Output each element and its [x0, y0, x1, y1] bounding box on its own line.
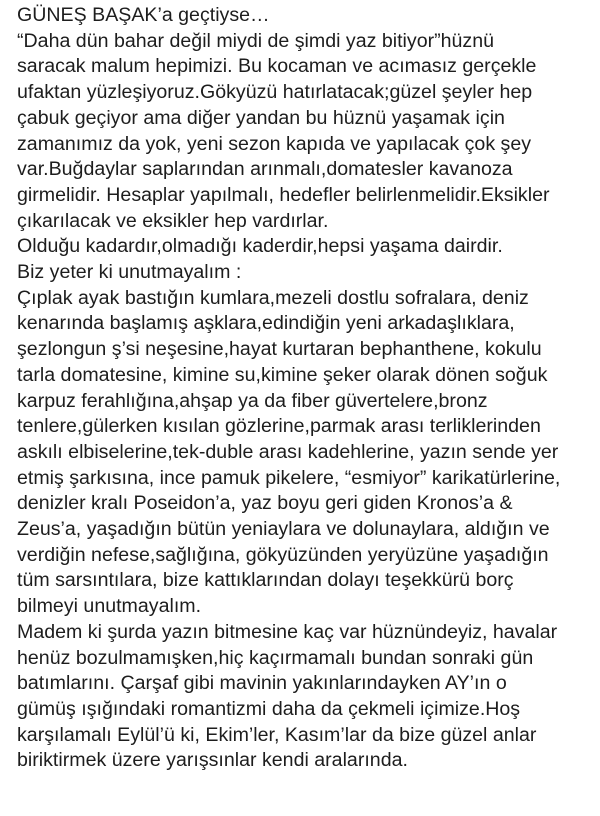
- text-line: girmelidir. Hesaplar yapılmalı, hedefler belirlenmelidir.Eksikler: [17, 183, 550, 206]
- text-line: etmiş şarkısına, ince pamuk pikelere, “esmiyor” karikatürlerine,: [17, 466, 561, 489]
- text-line: “Daha dün bahar değil miydi de şimdi yaz bitiyor”hüznü: [17, 29, 495, 52]
- text-line: zamanımız da yok, yeni sezon kapıda ve yapılacak çok şey: [17, 132, 532, 155]
- text-line: karşılamalı Eylül’ü ki, Ekim’ler, Kasım’lar da bize güzel anlar: [17, 723, 537, 746]
- text-line: kenarında başlamış aşklara,edindiğin yeni arkadaşlıklara,: [17, 312, 515, 335]
- text-line: biriktirmek üzere yarışsınlar kendi aralarında.: [17, 749, 408, 772]
- text-line: Olduğu kadardır,olmadığı kaderdir,hepsi yaşama dairdir.: [17, 235, 503, 258]
- text-line: bilmeyi unutmayalım.: [17, 595, 202, 618]
- text-line: Madem ki şurda yazın bitmesine kaç var hüznündeyiz, havalar: [17, 620, 558, 643]
- text-line: çıkarılacak ve eksikler hep vardırlar.: [17, 209, 329, 232]
- text-line: denizler kralı Poseidon’a, yaz boyu geri giden Kronos’a &: [17, 492, 513, 515]
- text-line: tenlere,gülerken kısılan gözlerine,parmak arası terliklerinden: [17, 415, 541, 438]
- text-line: verdiğin nefese,sağlığına, gökyüzünden yeryüzüne yaşadığın: [17, 543, 549, 566]
- text-line: Biz yeter ki unutmayalım :: [17, 261, 242, 284]
- text-line: Zeus’a, yaşadığın bütün yeniaylara ve dolunaylara, aldığın ve: [17, 518, 550, 541]
- text-line: gümüş ışığındaki romantizmi daha da çekmeli içimize.Hoş: [17, 697, 521, 720]
- text-line: saracak malum hepimizi. Bu kocaman ve acımasız gerçekle: [17, 55, 537, 78]
- text-line: karpuz ferahlığına,ahşap ya da fiber güvertelere,bronz: [17, 389, 488, 412]
- text-line: henüz bozulmamışken,hiç kaçırmamalı bundan sonraki gün: [17, 646, 534, 669]
- text-line: ufaktan yüzleşiyoruz.Gökyüzü hatırlatacak;güzel şeyler hep: [17, 81, 533, 104]
- text-line: tarla domatesine, kimine su,kimine şeker olarak dönen soğuk: [17, 363, 548, 386]
- text-line: askılı elbiselerine,tek-duble arası kadehlerine, yazın sende yer: [17, 440, 559, 463]
- text-line: şezlongun ş’si neşesine,hayat kurtaran bephanthene, kokulu: [17, 338, 542, 361]
- text-line: batımlarını. Çarşaf gibi mavinin yakınlarındayken AY’ın o: [17, 672, 507, 695]
- text-line: var.Buğdaylar saplarından arınmalı,domatesler kavanoza: [17, 158, 513, 181]
- text-line: tüm sarsıntılara, bize kattıklarından dolayı teşekkürü borç: [17, 569, 514, 592]
- text-line: çabuk geçiyor ama diğer yandan bu hüznü yaşamak için: [17, 106, 505, 129]
- title-line: GÜNEŞ BAŞAK’a geçtiyse…: [17, 4, 270, 26]
- text-line: Çıplak ayak bastığın kumlara,mezeli dostlu sofralara, deniz: [17, 286, 529, 309]
